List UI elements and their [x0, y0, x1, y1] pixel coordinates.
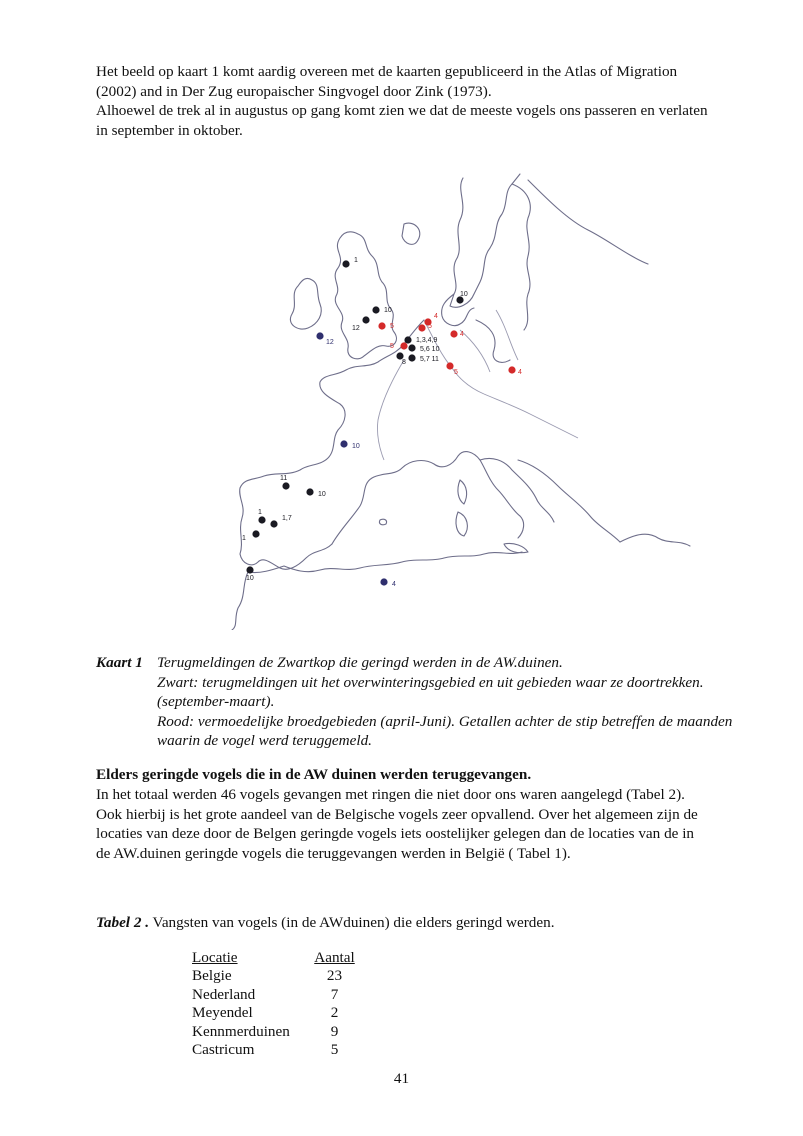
map-dot-black: [270, 520, 277, 527]
coastline-corsica: [458, 480, 467, 504]
coastline-continent-west: [240, 320, 424, 569]
map-dot-black: [408, 344, 415, 351]
table-caption: [96, 914, 555, 932]
header-locatie: Locatie: [192, 949, 238, 966]
coastline-ireland: [290, 278, 321, 329]
table-caption-text: Vangsten van vogels (in de AWduinen) die elders geringd werden.: [149, 914, 555, 931]
map-dot-red: [446, 362, 453, 369]
map-dot-label: 1: [354, 257, 358, 264]
map-dot-label: 1: [242, 535, 246, 542]
section-body: In het totaal werden 46 vogels gevangen met ringen die niet door ons waren aangelegd (Tabel 2). Ook hierbij is het grote aandeel van de Belgische vogels zeer opvallend. Over het algemeen zijn de locaties van deze door de Belgen geringde vogels iets oostelijker gelegen dan de locaties van de in de AW.duinen geringde vogels die teruggevangen werden in België ( Tabel 1).: [96, 786, 698, 862]
coastline-baltic: [442, 294, 510, 362]
cell-count: 7: [330, 985, 339, 1003]
map-dot-black: [258, 516, 265, 523]
section-heading: Elders geringde vogels die in de AW duinen werden teruggevangen.: [96, 766, 532, 783]
table-row: [192, 986, 357, 1005]
table-header-row: [192, 949, 357, 967]
map-dot-blue: [380, 578, 387, 585]
map-caption: [96, 653, 736, 751]
map-dot-red: [400, 342, 407, 349]
table-row: [192, 1023, 357, 1042]
table-row: [192, 1041, 357, 1060]
locations-table: [192, 949, 357, 1060]
page-number: 41: [393, 1070, 410, 1087]
table-row: [192, 1004, 357, 1023]
map-dot-label: 1: [258, 509, 262, 516]
map-dot-label: 1,3,4,9: [416, 337, 438, 344]
coastline-balearic: [379, 519, 386, 525]
map-dot-black: [252, 530, 259, 537]
map-dot-black: [408, 354, 415, 361]
map-dot-label: 4: [518, 369, 522, 376]
map-dot-black: [404, 336, 411, 343]
table-caption-label: Tabel 2 .: [96, 914, 150, 931]
map-dot-red: [378, 322, 385, 329]
river-2: [484, 394, 578, 438]
caption-line-2: Zwart: terugmeldingen uit het overwinteringsgebied en uit gebieden waar ze doortrekken. (september-maart).: [157, 673, 704, 710]
coastline-britain: [335, 232, 396, 359]
map-dot-label: 10: [246, 575, 254, 582]
map-dot-label: 5: [390, 343, 394, 350]
coastline-italy-east: [480, 458, 554, 522]
cell-location: Meyendel: [192, 1004, 253, 1021]
map-drawing: [228, 160, 748, 630]
coastline-east: [528, 180, 690, 546]
map-dot-black: [282, 482, 289, 489]
map-dot-red: [450, 330, 457, 337]
map-dot-label: 5: [390, 323, 394, 330]
intro-text-1: Het beeld op kaart 1 komt aardig overeen met de kaarten gepubliceerd in the Atlas of Migration (2002) and in Der Zug europaischer Singvogel door Zink (1973).: [96, 63, 678, 100]
map-dot-black: [306, 488, 313, 495]
map-dot-label: 4: [460, 331, 464, 338]
cell-location: Kennmerduinen: [192, 1022, 290, 1040]
map-dot-black: [342, 260, 349, 267]
map-dot-label: 11: [280, 475, 288, 482]
map-dot-blue: [340, 440, 347, 447]
map-dot-black: [372, 306, 379, 313]
map-dot-label: 1,7: [282, 515, 292, 522]
map-dot-label: 10: [318, 491, 326, 498]
cell-location: Belgie: [192, 967, 232, 984]
cell-location: Nederland: [192, 985, 256, 1003]
cell-location: Castricum: [192, 1041, 255, 1058]
map-dot-label: 4: [392, 581, 396, 588]
map-dot-label: 5,6 10: [420, 346, 440, 353]
migration-map: [228, 160, 748, 630]
map-dot-label: 8: [402, 359, 406, 366]
caption-line-1: Terugmeldingen de Zwartkop die geringd werden in de AW.duinen.: [157, 654, 563, 671]
caption-row: [96, 653, 736, 673]
map-dot-label: 12: [326, 339, 334, 346]
coastline-sardinia: [456, 512, 467, 536]
cell-count: 2: [330, 1004, 339, 1021]
map-dot-label: 4: [434, 313, 438, 320]
caption-label: Kaart 1: [96, 654, 143, 671]
map-dot-black: [246, 566, 253, 573]
coastline-scandinavia: [450, 174, 520, 307]
table-row: [192, 967, 357, 986]
header-aantal: Aantal: [314, 949, 355, 966]
map-dot-black: [362, 316, 369, 323]
map-markers: [242, 257, 522, 588]
map-dot-label: 10: [352, 443, 360, 450]
coastline-scandinavia-east: [512, 184, 530, 330]
coastline-mediterranean: [332, 452, 524, 544]
map-dot-label: 10: [460, 291, 468, 298]
map-dot-label: 5: [428, 323, 432, 330]
cell-count: 9: [330, 1022, 339, 1040]
map-dot-red: [418, 324, 425, 331]
river-4: [460, 310, 518, 372]
river-3: [377, 360, 404, 460]
intro-paragraph: [96, 62, 716, 140]
map-dot-label: 5: [454, 369, 458, 376]
cell-count: 23: [326, 967, 343, 984]
coastline-north: [402, 223, 420, 244]
coastline-balkans: [518, 460, 620, 542]
intro-text-2: Alhoewel de trek al in augustus op gang komt zien we dat de meeste vogels ons passeren en verlaten in september in oktober.: [96, 102, 708, 139]
map-dot-label: 10: [384, 307, 392, 314]
map-dot-label: 5,7 11: [420, 356, 439, 363]
cell-count: 5: [330, 1041, 339, 1058]
coastline-sicily: [504, 543, 528, 552]
caption-line-3: Rood: vermoedelijke broedgebieden (april-Juni). Getallen achter de stip betreffen de maanden waarin de vogel werd teruggemeld.: [157, 712, 733, 749]
map-dot-blue: [316, 332, 323, 339]
map-dot-red: [508, 366, 515, 373]
map-dot-label: 12: [352, 325, 360, 332]
